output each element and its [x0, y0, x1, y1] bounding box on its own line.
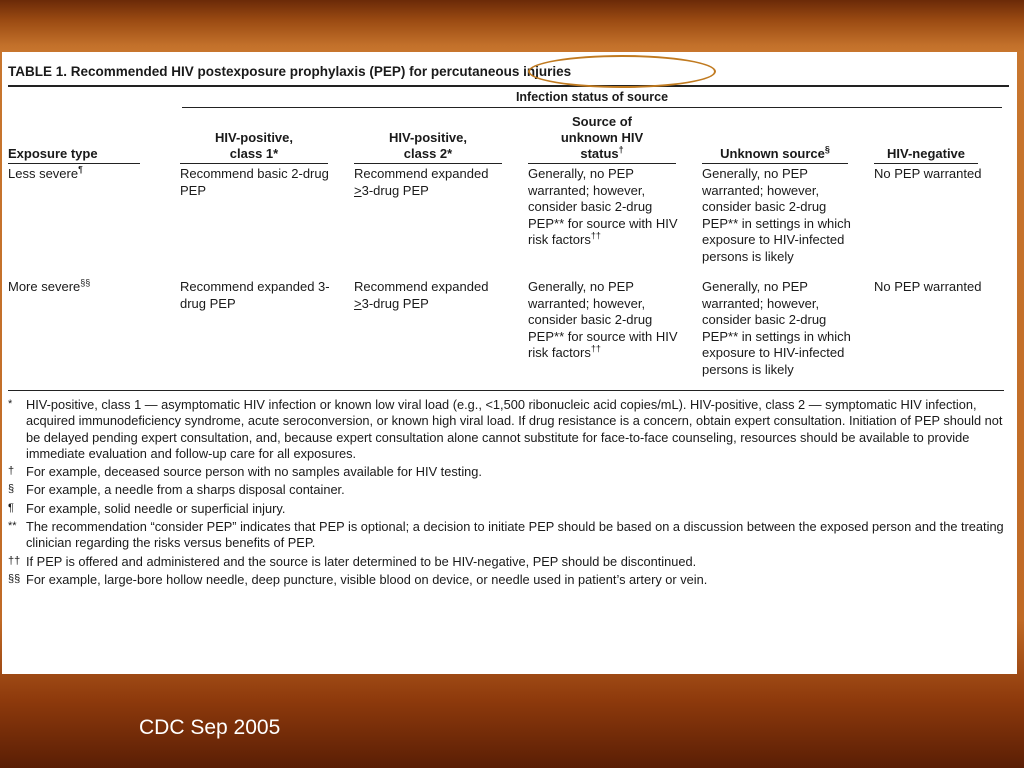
- cell-exposure: More severe§§: [8, 277, 91, 294]
- bottom-rule: [8, 390, 1004, 391]
- footnotes: [8, 397, 1004, 588]
- col-header-class1: HIV-positive, class 1*: [180, 108, 354, 164]
- footnote: [8, 572, 1004, 588]
- footnote-mark: §§: [8, 572, 21, 585]
- cell-unknown-source: Generally, no PEP warranted; however, consider basic 2-drug PEP** in settings in which exposure to HIV-infected persons is likely: [702, 279, 851, 377]
- header-row: [8, 108, 1004, 164]
- footnote-text: If PEP is offered and administered and the source is later determined to be HIV-negative, PEP should be discontinued.: [26, 553, 697, 569]
- footnote-text: For example, a needle from a sharps disposal container.: [26, 482, 345, 498]
- cell-hiv-negative: No PEP warranted: [874, 166, 982, 181]
- footnote-mark: ¶: [8, 501, 14, 514]
- table-title: [8, 64, 1009, 79]
- footnote-mark: †: [8, 465, 15, 478]
- footnote-text: For example, deceased source person with no samples available for HIV testing.: [26, 464, 482, 480]
- cell-hiv-negative: No PEP warranted: [874, 279, 982, 294]
- col-header-class2: HIV-positive, class 2*: [354, 108, 528, 164]
- cell-class2: Recommend expanded >3-drug PEP: [354, 279, 489, 311]
- footnote: [8, 397, 1004, 462]
- table-title-prefix: TABLE 1. Recommended HIV postexposure prophylaxis (PEP) for: [8, 64, 431, 79]
- footnote-mark: **: [8, 520, 17, 533]
- col-header-unknown-status: Source of unknown HIV status†: [528, 108, 702, 164]
- group-header: Infection status of source: [182, 87, 1002, 108]
- footnote-mark: *: [8, 398, 13, 410]
- cell-class1: Recommend expanded 3-drug PEP: [180, 279, 330, 311]
- col-header-exposure: Exposure type: [8, 108, 180, 164]
- cell-unknown-status: Generally, no PEP warranted; however, consider basic 2-drug PEP** for source with HIV risk factors††: [528, 166, 678, 247]
- footnote: [8, 519, 1004, 552]
- slide-footer: CDC Sep 2005: [139, 716, 281, 739]
- cell-class1: Recommend basic 2-drug PEP: [180, 166, 329, 198]
- cell-unknown-source: Generally, no PEP warranted; however, consider basic 2-drug PEP** in settings in which exposure to HIV-infected persons is likely: [702, 166, 851, 264]
- table-row: [8, 164, 1004, 277]
- cell-exposure: Less severe¶: [8, 164, 83, 181]
- footnote-text: HIV-positive, class 1 — asymptomatic HIV infection or known low viral load (e.g., <1,500 ribonucleic acid copies/mL). HIV-positive, class 2 — symptomatic HIV infection, acquired immunodeficiency syndrome, acute seroconversion, or known high viral load. If drug resistance is a concern, obtain expert consultation. Initiation of PEP should not be delayed pending expert consultation, and, because expert consultation alone cannot substitute for face-to-face counseling, resources should be available to provide immediate evaluation and follow-up care for all exposures.: [26, 397, 1003, 461]
- table-title-highlight: percutaneous injuries: [430, 64, 572, 79]
- footnote: [8, 482, 1004, 498]
- footnote-text: The recommendation “consider PEP” indicates that PEP is optional; a decision to initiate PEP should be based on a discussion between the exposed person and the treating clinician regarding the risks versus benefits of PEP.: [26, 519, 1004, 551]
- footnote: [8, 464, 1004, 480]
- table-image-panel: [2, 52, 1017, 674]
- col-header-hiv-negative: HIV-negative: [874, 108, 1004, 164]
- footnote-text: For example, large-bore hollow needle, deep puncture, visible blood on device, or needle used in patient’s artery or vein.: [26, 571, 708, 587]
- cell-unknown-status: Generally, no PEP warranted; however, consider basic 2-drug PEP** for source with HIV risk factors††: [528, 279, 678, 360]
- cell-class2: Recommend expanded >3-drug PEP: [354, 166, 489, 198]
- col-header-unknown-source: Unknown source§: [702, 108, 874, 164]
- footnote-mark: §: [8, 483, 15, 496]
- footnote: [8, 501, 1004, 517]
- footnote-text: For example, solid needle or superficial injury.: [26, 500, 286, 516]
- footnote-mark: ††: [8, 554, 21, 567]
- footnote: [8, 554, 1004, 570]
- table-row: [8, 277, 1004, 390]
- highlight-circle: [528, 55, 716, 88]
- pep-table: [8, 108, 1004, 390]
